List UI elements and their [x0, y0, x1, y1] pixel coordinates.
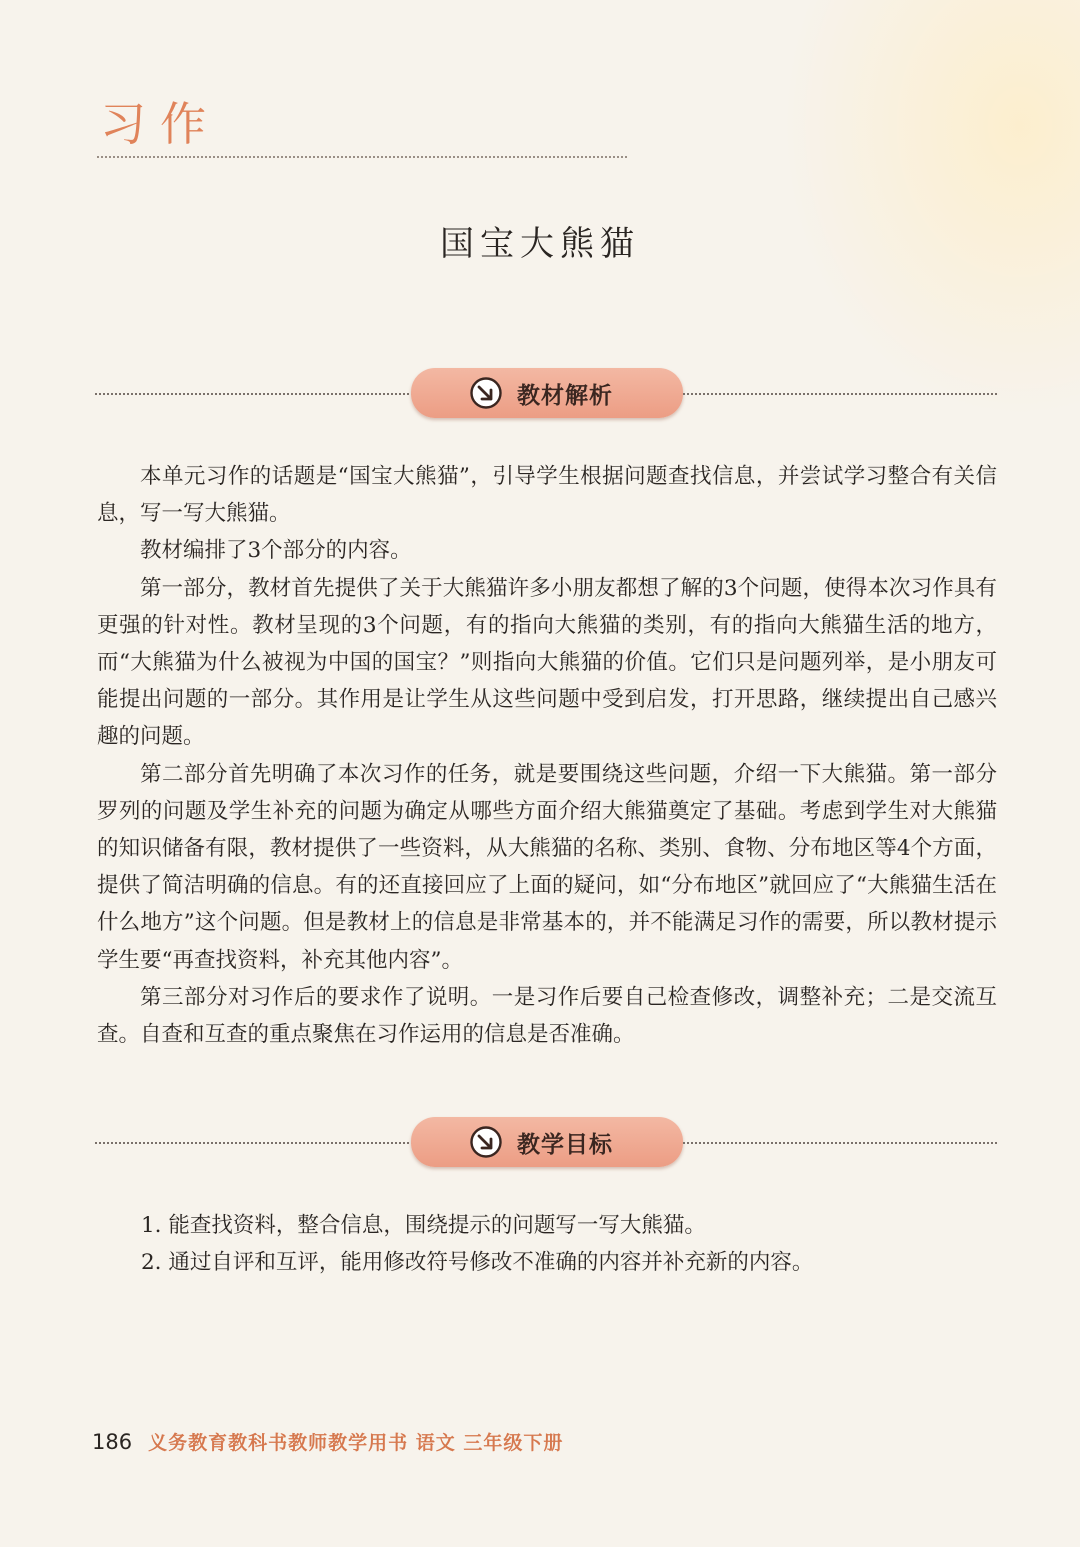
- section-pill: [411, 368, 683, 418]
- arrow-circle-icon: [469, 1125, 503, 1159]
- chapter-title: 习作: [100, 97, 220, 151]
- page-number: 186: [92, 1430, 133, 1454]
- goals-list: [97, 1207, 997, 1281]
- paragraph: 教材编排了3个部分的内容。: [140, 538, 412, 564]
- paragraph: 本单元习作的话题是“国宝大熊猫”，引导学生根据问题查找信息，并尝试学习整合有关信息，写一写大熊猫。: [97, 464, 997, 527]
- section-pill: [411, 1117, 683, 1167]
- divider-dots: [95, 1142, 413, 1144]
- list-item: 2. 通过自评和互评，能用修改符号修改不准确的内容并补充新的内容。: [141, 1250, 814, 1275]
- section-header-goals: [95, 1117, 997, 1167]
- paragraph: 第一部分，教材首先提供了关于大熊猫许多小朋友都想了解的3个问题，使得本次习作具有更强的针对性。教材呈现的3个问题，有的指向大熊猫的类别，有的指向大熊猫生活的地方，而“大熊猫为什么被视为中国的国宝？”则指向大熊猫的价值。它们只是问题列举，是小朋友可能提出问题的一部分。其作用是让学生从这些问题中受到启发，打开思路，继续提出自己感兴趣的问题。: [97, 575, 997, 750]
- chapter-divider: [97, 156, 627, 158]
- section-label: 教学目标: [517, 1132, 613, 1158]
- section-label: 教材解析: [517, 383, 613, 409]
- divider-dots: [683, 1142, 997, 1144]
- list-item: 1. 能查找资料，整合信息，围绕提示的问题写一写大熊猫。: [141, 1213, 706, 1238]
- arrow-circle-icon: [469, 376, 503, 410]
- topic-title: 国宝大熊猫: [440, 224, 640, 264]
- divider-dots: [95, 393, 413, 395]
- page-footer: [92, 1428, 563, 1455]
- page-background-glow: [780, 0, 1080, 420]
- divider-dots: [683, 393, 997, 395]
- analysis-body: [97, 458, 997, 1053]
- section-header-analysis: [95, 368, 997, 418]
- paragraph: 第三部分对习作后的要求作了说明。一是习作后要自己检查修改，调整补充；二是交流互查。自查和互查的重点聚焦在习作运用的信息是否准确。: [97, 984, 997, 1048]
- paragraph: 第二部分首先明确了本次习作的任务，就是要围绕这些问题，介绍一下大熊猫。第一部分罗列的问题及学生补充的问题为确定从哪些方面介绍大熊猫奠定了基础。考虑到学生对大熊猫的知识储备有限，教材提供了一些资料，从大熊猫的名称、类别、食物、分布地区等4个方面，提供了简洁明确的信息。有的还直接回应了上面的疑问，如“分布地区”就回应了“大熊猫生活在什么地方”这个问题。但是教材上的信息是非常基本的，并不能满足习作的需要，所以教材提示学生要“再查找资料，补充其他内容”。: [97, 761, 997, 973]
- book-title: 义务教育教科书教师教学用书 语文 三年级下册: [148, 1432, 564, 1454]
